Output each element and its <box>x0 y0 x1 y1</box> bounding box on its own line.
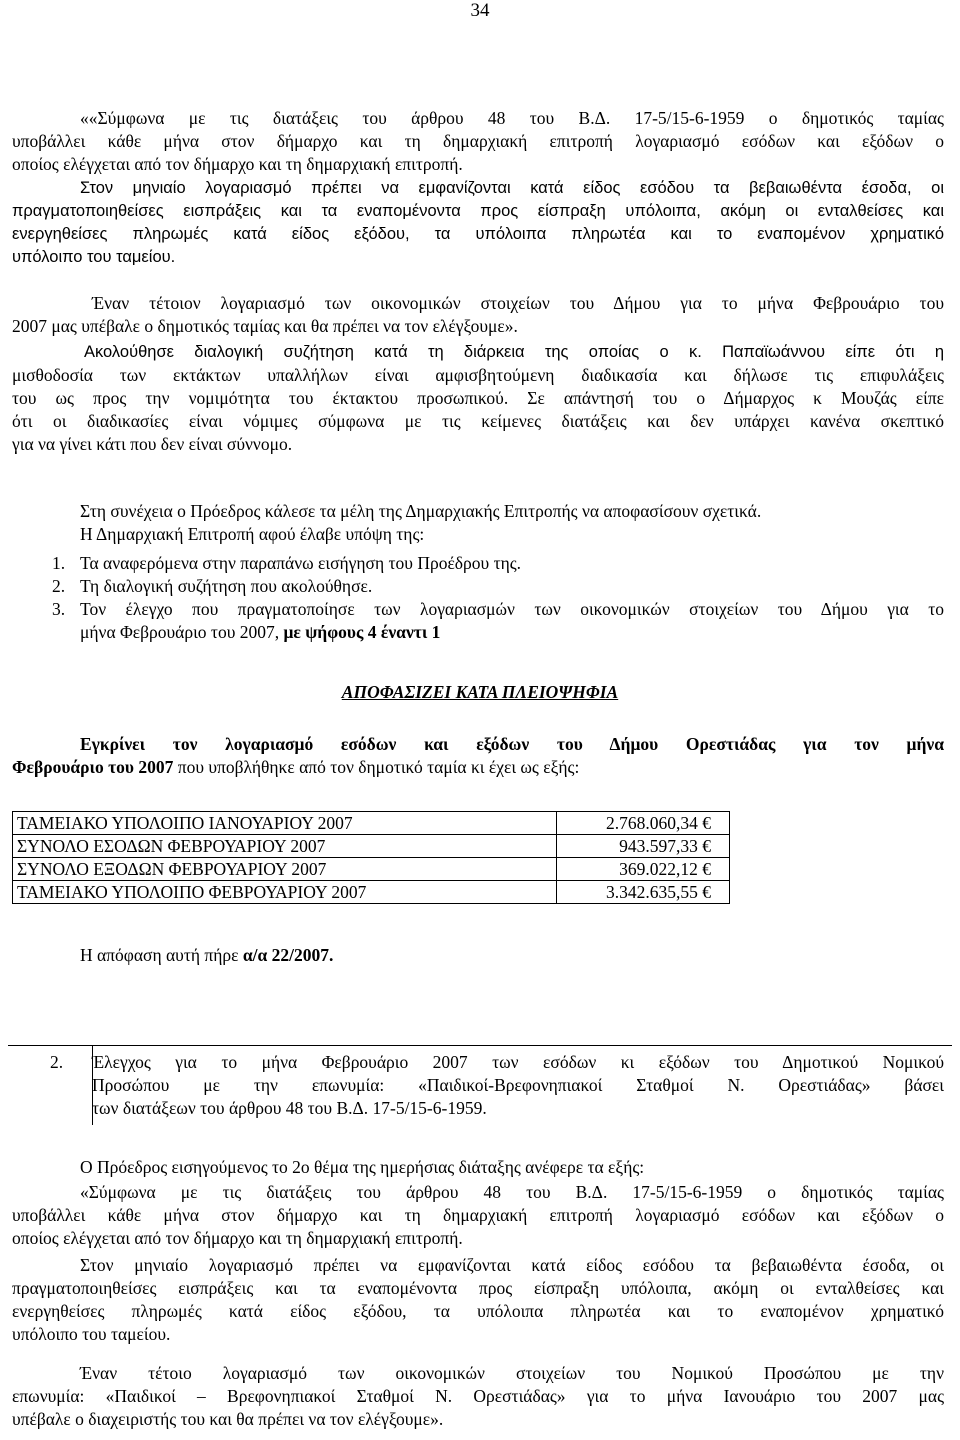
p3-line-2: 2007 μας υπέβαλε ο δημοτικός ταμίας και θα πρέπει να τον ελέγξουμε». <box>12 316 518 336</box>
p5-line-2: Η Δημαρχιακή Επιτροπή αφού έλαβε υπόψη της: <box>80 524 425 544</box>
list-number: 1. <box>52 553 66 573</box>
account-label: ΣΥΝΟΛΟ ΕΣΟΔΩΝ ΦΕΒΡΟΥΑΡΙΟΥ 2007 <box>13 835 557 858</box>
agenda-number: 2. <box>50 1052 64 1072</box>
list-text-line-2: μήνα Φεβρουάριο του 2007, με ψήφους 4 έναντι 1 <box>80 622 441 642</box>
approve-line-1: Εγκρίνει τον λογαριασμό εσόδων και εξόδων του Δήμου Ορεστιάδας για τον μήνα <box>80 734 944 754</box>
account-label: ΤΑΜΕΙΑΚΟ ΥΠΟΛΟΙΠΟ ΦΕΒΡΟΥΑΡΙΟΥ 2007 <box>13 881 557 904</box>
intro-line-3: οποίος ελέγχεται από τον δήμαρχο και τη δημαρχιακή επιτροπή. <box>12 154 463 174</box>
q1-paragraph: «Σύμφωνα με τις διατάξεις του άρθρου 48 του Β.Δ. 17-5/15-6-1959 ο δημοτικός ταμίας υποβάλλει κάθε μήνα στον δήμαρχο και τη δημαρχιακή επιτροπή λογαριασμό εσόδων και εξόδων ο οποίος ελέγχεται από τον δήμαρχο και τη δημαρχιακή επιτροπή. <box>12 1182 944 1248</box>
account-label: ΤΑΜΕΙΑΚΟ ΥΠΟΛΟΙΠΟ ΙΑΝΟΥΑΡΙΟΥ 2007 <box>13 812 557 835</box>
p4-line-4: ότι οι διαδικασίες είναι νόμιμες σύμφωνα με τις κείμενες διατάξεις και δεν υπάρχει κανένα σκεπτικό <box>12 411 944 431</box>
list-item <box>12 575 944 598</box>
p5-line-1: Στη συνέχεια ο Πρόεδρος κάλεσε τα μέλη της Δημαρχιακής Επιτροπής να αποφασίσουν σχετικά. <box>80 501 762 521</box>
p2-line-4: υπόλοιπο του ταμείου. <box>12 248 176 266</box>
list-text-line-1: Τον έλεγχο που πραγματοποίησε των λογαριασμών των οικονομικών στοιχείων του Δήμου για το <box>80 599 944 619</box>
treasurer-paragraph <box>12 292 944 338</box>
list-number: 3. <box>52 599 66 619</box>
table-row <box>13 812 730 835</box>
list-item <box>12 552 944 575</box>
account-value: 3.342.635,55 € <box>557 881 730 904</box>
agenda-title: Έλεγχος για το μήνα Φεβρουάριο 2007 των εσόδων κι εξόδων του Δημοτικού Νομικού Προσώπου με την επωνυμία: «Παιδικοί-Βρεφονηπιακοί Σταθμοί Ν. Ορεστιάδας» βάσει των διατάξεων του άρθρου 48 του Β.Δ. 17-5/15-6-1959. <box>92 1052 944 1118</box>
table-row <box>13 858 730 881</box>
p4-line-3: του ως προς την νομιμότητα του έκτακτου προσωπικού. Σε απάντησή του ο Δήμαρχος κ Μουζάς είπε <box>12 388 944 408</box>
intro-paragraph <box>12 107 944 176</box>
intro-line-2: υποβάλλει κάθε μήνα στον δήμαρχο και τη δημαρχιακή επιτροπή λογαριασμό εσόδων και εξόδων ο <box>12 131 944 151</box>
p3-line-1: Έναν τέτοιον λογαριασμό των οικονομικών στοιχείων του Δήμου για το μήνα Φεβρουάριο του <box>92 293 944 313</box>
list-number: 2. <box>52 576 66 596</box>
account-value: 369.022,12 € <box>557 858 730 881</box>
page-number: 34 <box>470 0 490 21</box>
president-intro: Ο Πρόεδρος εισηγούμενος το 2ο θέμα της ημερήσιας διάταξης ανέφερε τα εξής: <box>80 1157 645 1177</box>
discussion-paragraph <box>12 341 944 456</box>
account-value: 943.597,33 € <box>557 835 730 858</box>
monthly-account-paragraph <box>12 177 944 269</box>
p2-line-2: πραγματοποιηθείσες εισπράξεις και τα εναπομένοντα προς είσπραξη υπόλοιπα, ακόμη οι ενταλθείσες και <box>12 202 944 220</box>
approval-paragraph <box>12 733 944 779</box>
section-divider <box>8 1045 952 1046</box>
accounts-table <box>12 811 730 904</box>
account-value: 2.768.060,34 € <box>557 812 730 835</box>
vote-call-paragraph <box>12 500 944 546</box>
table-row <box>13 881 730 904</box>
intro-line-1: ««Σύμφωνα με τις διατάξεις του άρθρου 48 του Β.Δ. 17-5/15-6-1959 ο δημοτικός ταμίας <box>80 108 944 128</box>
decision-heading: ΑΠΟΦΑΣΙΖΕΙ ΚΑΤΑ ΠΛΕΙΟΨΗΦΙΑ <box>341 682 619 702</box>
q3-paragraph: Έναν τέτοιο λογαριασμό των οικονομικών στοιχείων του Νομικού Προσώπου με την επωνυμία: «Παιδικοί – Βρεφονηπιακοί Σταθμοί Ν. Ορεστιάδας» για το μήνα Ιανουάριο του 2007 μας υπέβαλε ο διαχειριστής του και θα πρέπει να τον ελέγξουμε». <box>12 1363 944 1429</box>
p2-line-1: Στον μηνιαίο λογαριασμό πρέπει να εμφανίζονται κατά είδος εσόδου τα βεβαιωθέντα έσοδα, οι <box>80 179 944 197</box>
considerations-list <box>12 552 944 644</box>
list-text: Τη διαλογική συζήτηση που ακολούθησε. <box>80 576 373 596</box>
list-text: Τα αναφερόμενα στην παραπάνω εισήγηση του Προέδρου της. <box>80 553 522 573</box>
approve-line-2: Φεβρουάριο του 2007 που υποβλήθηκε από τον δημοτικό ταμία κι έχει ως εξής: <box>12 757 580 777</box>
p4-line-5: για να γίνει κάτι που δεν είναι σύννομο. <box>12 434 293 454</box>
list-item <box>12 598 944 644</box>
q2-paragraph: Στον μηνιαίο λογαριασμό πρέπει να εμφανίζονται κατά είδος εσόδου τα βεβαιωθέντα έσοδα, οι πραγματοποιηθείσες εισπράξεις και τα εναπομένοντα προς είσπραξη υπόλοιπα, ακόμη οι ενταλθείσες και ενεργηθείσες πληρωμές κατά είδος εξόδου, τα υπόλοιπα πληρωτέα και το εναπομένον χρηματικό υπόλοιπο του ταμείου. <box>12 1255 944 1344</box>
p2-line-3: ενεργηθείσες πληρωμές κατά είδος εξόδου, τα υπόλοιπα πληρωτέα και το εναπομένον χρηματικό <box>12 225 944 243</box>
p4-line-2: μισθοδοσία των εκτάκτων υπαλλήλων είναι αμφισβητούμενη διαδικασία και δήλωσε τις επιφυλάξεις <box>12 365 944 385</box>
account-label: ΣΥΝΟΛΟ ΕΞΟΔΩΝ ΦΕΒΡΟΥΑΡΙΟΥ 2007 <box>13 858 557 881</box>
table-row <box>13 835 730 858</box>
p4-line-1: Ακολούθησε διαλογική συζήτηση κατά τη διάρκεια της οποίας ο κ. Παπαϊωάννου είπε ότι η <box>84 343 944 361</box>
decision-number: Η απόφαση αυτή πήρε α/α 22/2007. <box>80 945 334 965</box>
